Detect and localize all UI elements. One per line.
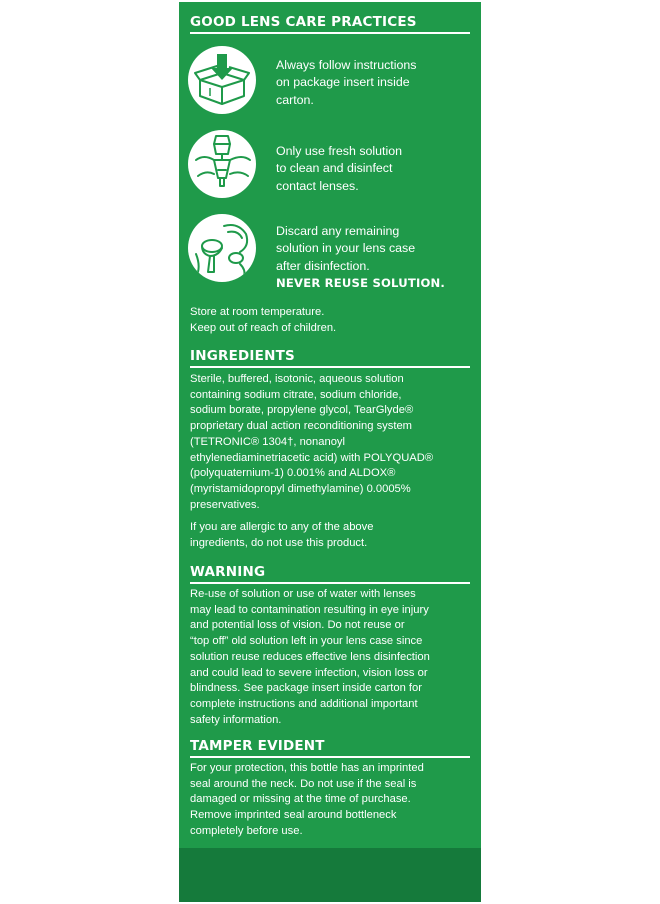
step-1-text: Always follow instructions on package insert inside carton.: [276, 58, 417, 107]
carton-arrow-icon: [188, 46, 256, 114]
tamper-text: For your protection, this bottle has an imprinted seal around the neck. Do not use if the seal is damaged or missing at the time of purchase. Remove imprinted seal around bottleneck completely before use.: [190, 762, 424, 837]
warning-text: Re-use of solution or use of water with lenses may lead to contamination resulting in eye injury and potential loss of vision. Do not reuse or “top off” old solution left in your lens case since solution reuse reduces effective lens disinfection and could lead to severe infection, vision loss or blindness. See package insert inside carton for complete instructions and additional important safety information.: [190, 588, 430, 726]
solution-bottle-icon: [188, 130, 256, 198]
allergy-text: If you are allergic to any of the above ingredients, do not use this product.: [190, 521, 374, 549]
step-3-text: Discard any remaining solution in your lens case after disinfection. NEVER REUSE SOLUTION.: [276, 223, 476, 292]
storage-text: Store at room temperature. Keep out of reach of children.: [190, 306, 337, 334]
good-practices-heading: GOOD LENS CARE PRACTICES: [190, 14, 470, 34]
ingredients-text: Sterile, buffered, isotonic, aqueous solution containing sodium citrate, sodium chloride, sodium borate, propylene glycol, TearGlyde® proprietary dual action reconditioning system (TETRONIC® 1304†, nonanoyl ethylenediaminetriacetic acid) with POLYQUAD® (polyquaternium-1) 0.001% and ALDOX® (myristamidopropyl dimethylamine) 0.0005% preservatives.: [190, 373, 434, 511]
lens-case-discard-icon: [188, 214, 256, 282]
never-reuse-emphasis: NEVER REUSE SOLUTION.: [276, 275, 446, 290]
tamper-heading: TAMPER EVIDENT: [190, 738, 470, 758]
ingredients-heading: INGREDIENTS: [190, 348, 470, 368]
step-2-text: Only use fresh solution to clean and disinfect contact lenses.: [276, 144, 403, 193]
label-panel: [179, 2, 481, 902]
panel-bottom-band: [179, 848, 481, 902]
warning-heading: WARNING: [190, 564, 470, 584]
